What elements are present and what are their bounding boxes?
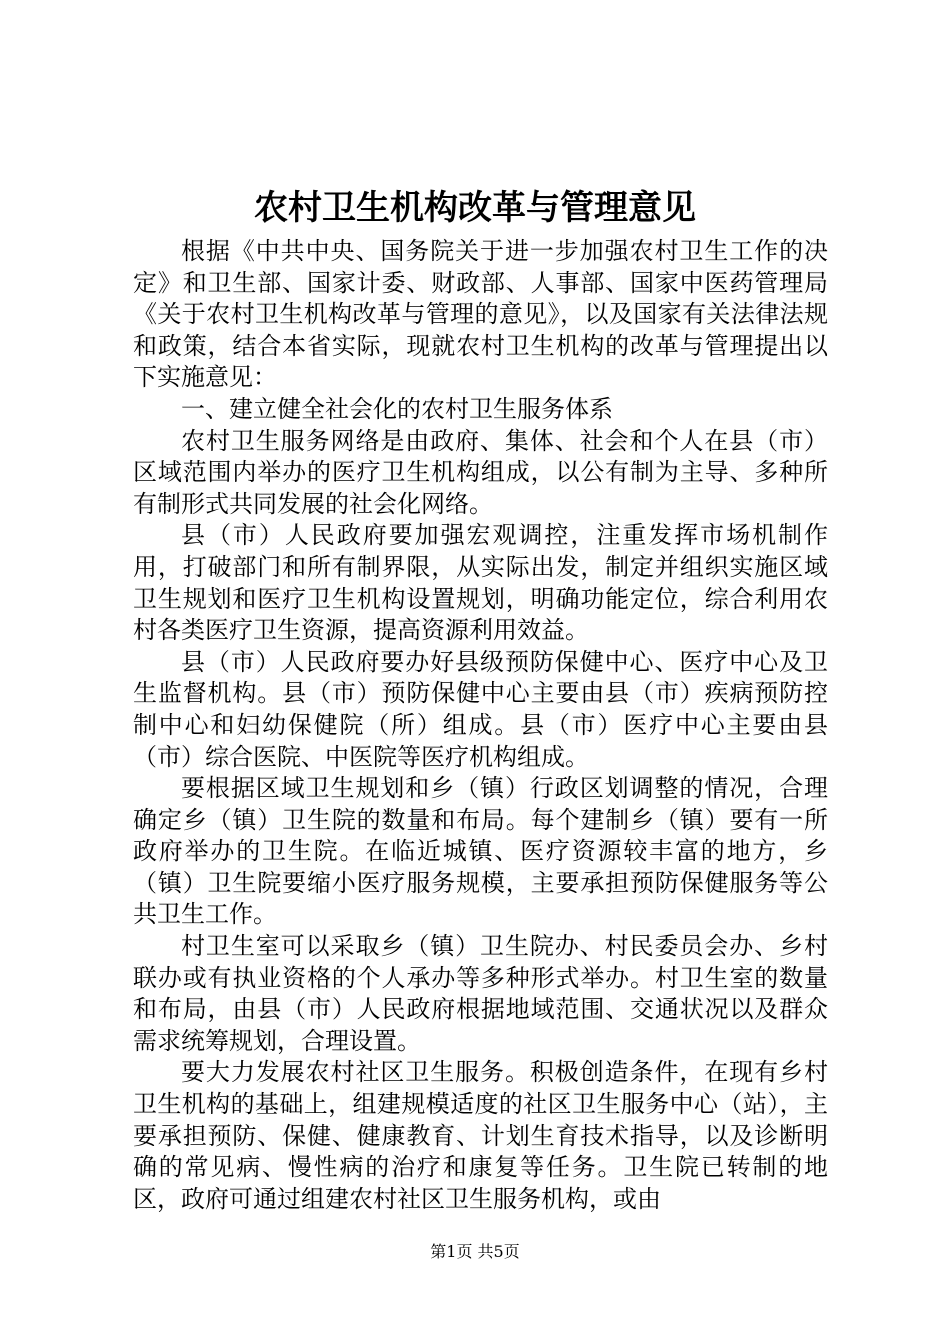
paragraph-township-hospitals: 要根据区域卫生规划和乡（镇）行政区划调整的情况，合理确定乡（镇）卫生院的数量和布局。每个建制乡（镇）要有一所政府举办的卫生院。在临近城镇、医疗资源较丰富的地方，乡（镇）卫生院要缩小医疗服务规模，主要承担预防保健服务等公共卫生工作。 [133, 774, 828, 929]
paragraph-village-clinics: 村卫生室可以采取乡（镇）卫生院办、村民委员会办、乡村联办或有执业资格的个人承办等多种形式举办。村卫生室的数量和布局，由县（市）人民政府根据地域范围、交通状况以及群众需求统筹规划，合理设置。 [133, 932, 828, 1055]
section-heading-1: 一、建立健全社会化的农村卫生服务体系 [181, 394, 613, 423]
document-title: 农村卫生机构改革与管理意见 [254, 188, 696, 228]
page-number: 第1页 共5页 [430, 1242, 520, 1261]
document-body [133, 236, 828, 1215]
paragraph-county-government: 县（市）人民政府要加强宏观调控，注重发挥市场机制作用，打破部门和所有制界限，从实际出发，制定并组织实施区域卫生规划和医疗卫生机构设置规划，明确功能定位，综合利用农村各类医疗卫生资源，提高资源利用效益。 [133, 521, 828, 645]
paragraph-community-services: 要大力发展农村社区卫生服务。积极创造条件，在现有乡村卫生机构的基础上，组建规模适度的社区卫生服务中心（站），主要承担预防、保健、健康教育、计划生育技术指导，以及诊断明确的常见病、慢性病的治疗和康复等任务。卫生院已转制的地区，政府可通过组建农村社区卫生服务机构，或由 [133, 1058, 828, 1213]
paragraph-intro: 根据《中共中央、国务院关于进一步加强农村卫生工作的决定》和卫生部、国家计委、财政部、人事部、国家中医药管理局《关于农村卫生机构改革与管理的意见》，以及国家有关法律法规和政策，结合本省实际，现就农村卫生机构的改革与管理提出以下实施意见： [133, 237, 828, 392]
paragraph-network: 农村卫生服务网络是由政府、集体、社会和个人在县（市）区域范围内举办的医疗卫生机构组成，以公有制为主导、多种所有制形式共同发展的社会化网络。 [133, 426, 828, 518]
paragraph-county-centers: 县（市）人民政府要办好县级预防保健中心、医疗中心及卫生监督机构。县（市）预防保健中心主要由县（市）疾病预防控制中心和妇幼保健院（所）组成。县（市）医疗中心主要由县（市）综合医院、中医院等医疗机构组成。 [133, 647, 828, 771]
